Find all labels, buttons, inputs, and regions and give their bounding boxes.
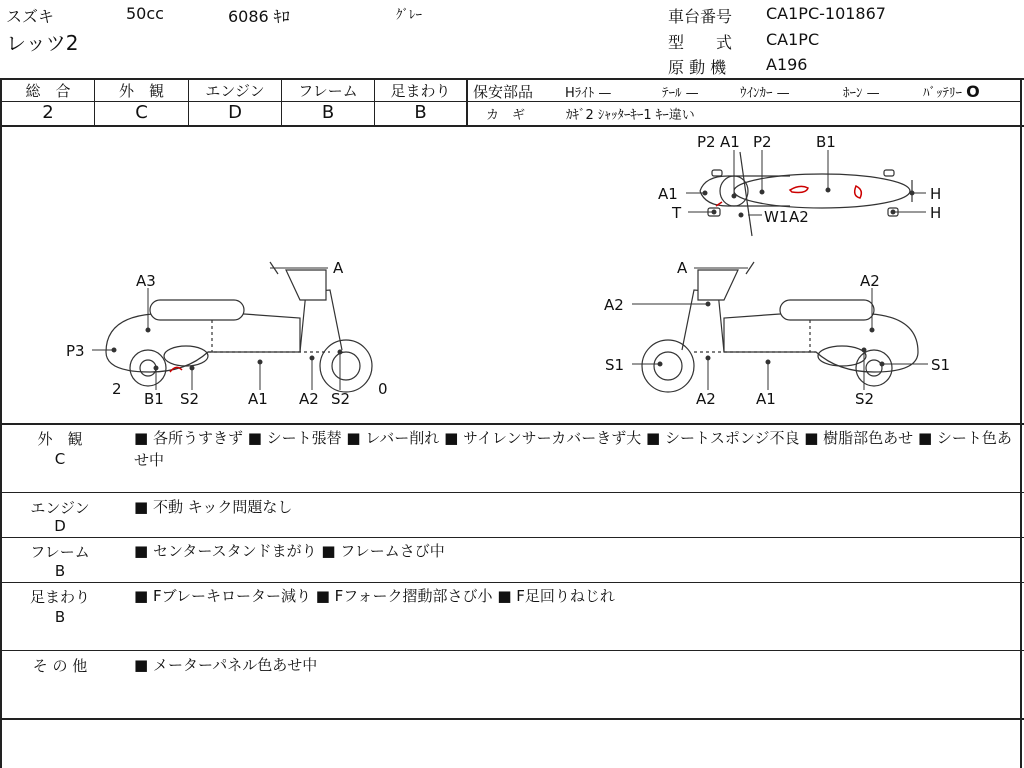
label-top-w1: W1 <box>764 208 789 226</box>
displacement: 50cc <box>126 4 164 23</box>
body-color: ｸﾞﾚｰ <box>396 8 422 23</box>
key-value: ｶｷﾞ2 ｼｬｯﾀｰｷｰ1 ｷｰ違い <box>566 108 695 123</box>
grade-suspension-label: 足まわり <box>390 82 451 100</box>
divider <box>0 423 1024 425</box>
safety-taillight: ﾃｰﾙ — <box>662 86 699 101</box>
label-right-s1: S1 <box>605 356 625 374</box>
type-label: 型 式 <box>668 33 733 52</box>
safety-battery: ﾊﾞｯﾃﾘｰ O <box>923 82 980 101</box>
key-label: カ ギ <box>486 108 526 123</box>
label-right-s1b: S1 <box>931 356 951 374</box>
label-left-s2: S2 <box>180 390 200 408</box>
label-right-a2: A2 <box>604 296 624 314</box>
label-left-2: 2 <box>112 380 122 398</box>
section-suspension-text: ■ Fブレーキローター減り ■ Fフォーク摺動部さび小 ■ F足回りねじれ <box>134 587 615 605</box>
safety-horn: ﾎｰﾝ — <box>843 86 880 101</box>
section-exterior-grade: C <box>54 450 66 468</box>
label-top-b1: B1 <box>816 133 836 151</box>
divider <box>0 650 1024 651</box>
section-engine-text: ■ 不動 キック問題なし <box>134 498 293 516</box>
label-top-p2: P2 <box>697 133 716 151</box>
label-top-a1b: A1 <box>658 185 678 203</box>
label-left-a3: A3 <box>136 272 156 290</box>
frame-number-label: 車台番号 <box>668 7 733 26</box>
grade-engine-label: エンジン <box>205 82 265 100</box>
label-left-b1: B1 <box>144 390 164 408</box>
maker-name: スズキ <box>6 7 55 26</box>
label-top-a2: A2 <box>789 208 809 226</box>
damage-diagram <box>0 127 1020 423</box>
label-right-a2b: A2 <box>860 272 880 290</box>
section-other-text: ■ メーターパネル色あせ中 <box>134 656 318 674</box>
safety-winker: ｳｲﾝｶｰ — <box>740 86 790 101</box>
grade-overall-value: 2 <box>42 102 54 123</box>
grade-exterior-label: 外 観 <box>118 82 164 100</box>
section-frame-grade: B <box>54 562 66 580</box>
label-right-a2c: A2 <box>696 390 716 408</box>
grade-frame-value: B <box>321 102 335 123</box>
section-exterior-text: ■ 各所うすきず ■ シート張替 ■ レバー削れ ■ サイレンサーカバーきず大 ■ シートスポンジ不良 ■ 樹脂部色あせ ■ シート色あせ中 <box>134 429 1012 469</box>
section-other-title: そ の 他 <box>32 657 88 675</box>
label-top-a1: A1 <box>720 133 740 151</box>
frame-number: CA1PC-101867 <box>766 4 886 23</box>
grade-frame-label: フレーム <box>298 82 358 100</box>
grade-engine-value: D <box>228 102 242 123</box>
label-right-s2: S2 <box>855 390 875 408</box>
divider <box>0 718 1024 720</box>
safety-label: 保安部品 <box>473 83 534 101</box>
section-suspension-title: 足まわり <box>29 588 90 606</box>
section-engine-grade: D <box>54 517 66 535</box>
grade-overall-label: 総 合 <box>25 82 71 100</box>
label-left-a2: A2 <box>299 390 319 408</box>
section-suspension-grade: B <box>54 608 66 626</box>
label-left-a1: A1 <box>248 390 268 408</box>
grade-exterior-value: C <box>135 102 148 123</box>
divider <box>0 492 1024 493</box>
label-left-p3: P3 <box>66 342 85 360</box>
divider <box>468 101 1020 102</box>
engine-label: 原 動 機 <box>668 58 727 77</box>
section-frame-text: ■ センタースタンドまがり ■ フレームさび中 <box>134 542 445 560</box>
label-top-h2: H <box>930 204 942 222</box>
engine-value: A196 <box>766 55 808 74</box>
label-right-a: A <box>677 259 688 277</box>
safety-headlight: Hﾗｲﾄ — <box>565 86 612 101</box>
label-left-a: A <box>333 259 344 277</box>
label-top-t: T <box>672 204 682 222</box>
divider <box>0 582 1024 583</box>
label-top-p2b: P2 <box>753 133 772 151</box>
section-exterior-title: 外 観 <box>37 430 83 448</box>
grade-suspension-value: B <box>414 102 427 123</box>
section-frame-title: フレーム <box>30 543 90 561</box>
section-engine-title: エンジン <box>30 499 90 517</box>
divider <box>0 537 1024 538</box>
divider <box>466 78 468 126</box>
label-top-h1: H <box>930 185 942 203</box>
model-name: レッツ2 <box>6 31 79 55</box>
label-left-s2b: S2 <box>331 390 351 408</box>
label-left-0: 0 <box>378 380 388 398</box>
mileage: 6086 ｷﾛ <box>228 7 290 26</box>
type-value: CA1PC <box>766 30 820 49</box>
label-right-a1: A1 <box>756 390 776 408</box>
